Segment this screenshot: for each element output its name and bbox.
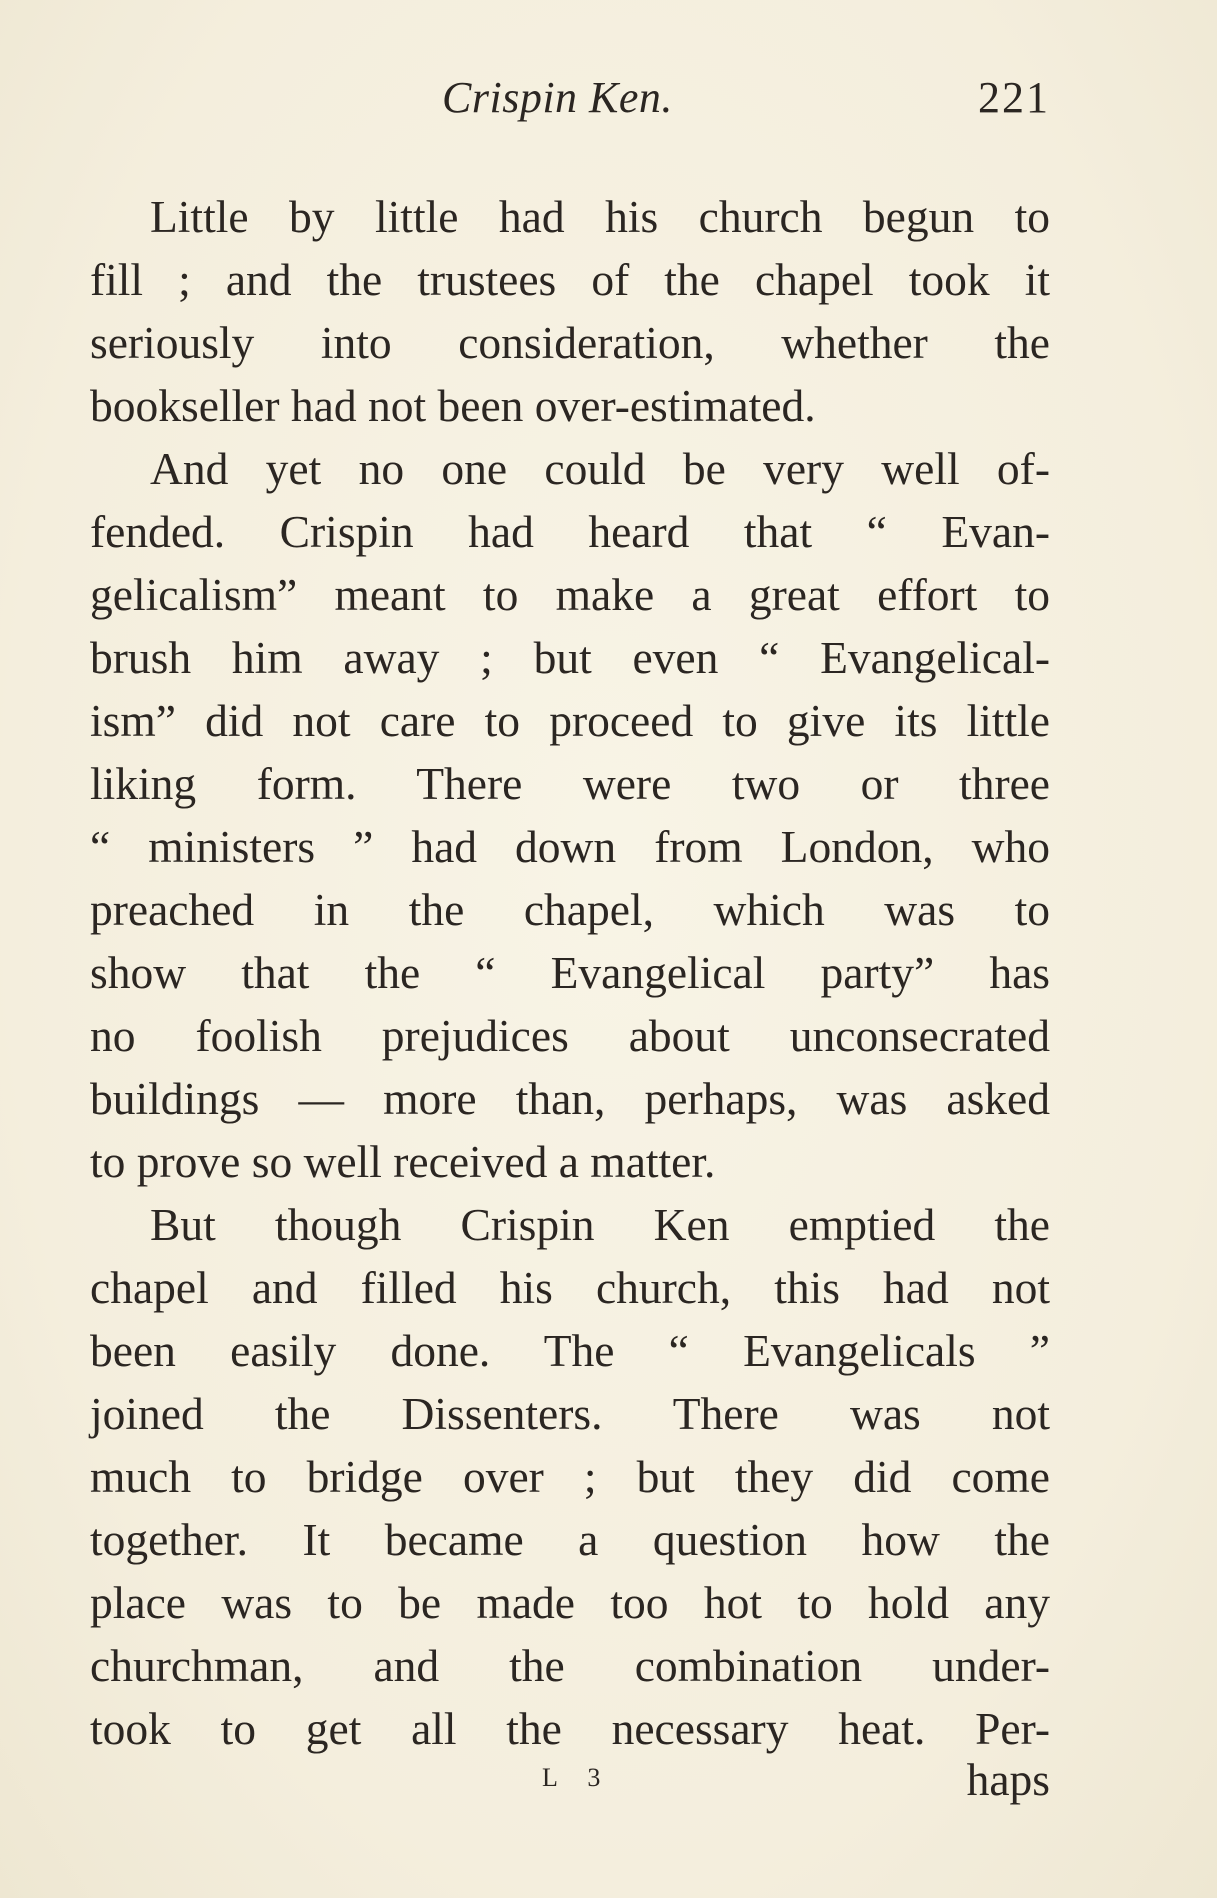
text-line: took to get all the necessary heat. Per-: [90, 1703, 1050, 1754]
running-head: [90, 72, 1050, 132]
text-line: brush him away ; but even “ Evangelical-: [90, 632, 1050, 683]
text-line: no foolish prejudices about unconsecrated: [90, 1010, 1050, 1061]
text-line: fill ; and the trustees of the chapel took it: [90, 254, 1050, 305]
text-line: fended. Crispin had heard that “ Evan-: [90, 506, 1050, 557]
text-line: much to bridge over ; but they did come: [90, 1451, 1050, 1502]
text-line: buildings — more than, perhaps, was asked: [90, 1073, 1050, 1124]
text-line: to prove so well received a matter.: [90, 1136, 716, 1187]
running-title: Crispin Ken.: [442, 73, 673, 122]
text-line: seriously into consideration, whether the: [90, 317, 1050, 368]
text-line: bookseller had not been over-estimated.: [90, 380, 816, 431]
text-line: But though Crispin Ken emptied the: [150, 1199, 1050, 1250]
text-line: show that the “ Evangelical party” has: [90, 947, 1050, 998]
body-text: [90, 185, 1050, 1760]
text-line: chapel and filled his church, this had not: [90, 1262, 1050, 1313]
text-line: place was to be made too hot to hold any: [90, 1577, 1050, 1628]
text-line: churchman, and the combination under-: [90, 1640, 1050, 1691]
text-line: preached in the chapel, which was to: [90, 884, 1050, 935]
text-line: together. It became a question how the: [90, 1514, 1050, 1565]
text-line: ism” did not care to proceed to give its little: [90, 695, 1050, 746]
text-line: And yet no one could be very well of-: [150, 443, 1050, 494]
catchword: haps: [966, 1754, 1050, 1805]
text-line: Little by little had his church begun to: [150, 191, 1050, 242]
text-line: joined the Dissenters. There was not: [90, 1388, 1050, 1439]
text-line: been easily done. The “ Evangelicals ”: [90, 1325, 1050, 1376]
text-line: gelicalism” meant to make a great effort to: [90, 569, 1050, 620]
text-line: liking form. There were two or three: [90, 758, 1050, 809]
page-number: 221: [978, 73, 1050, 122]
signature-mark: L 3: [542, 1763, 613, 1792]
page-footer: [90, 1753, 1050, 1813]
text-line: “ ministers ” had down from London, who: [90, 821, 1050, 872]
